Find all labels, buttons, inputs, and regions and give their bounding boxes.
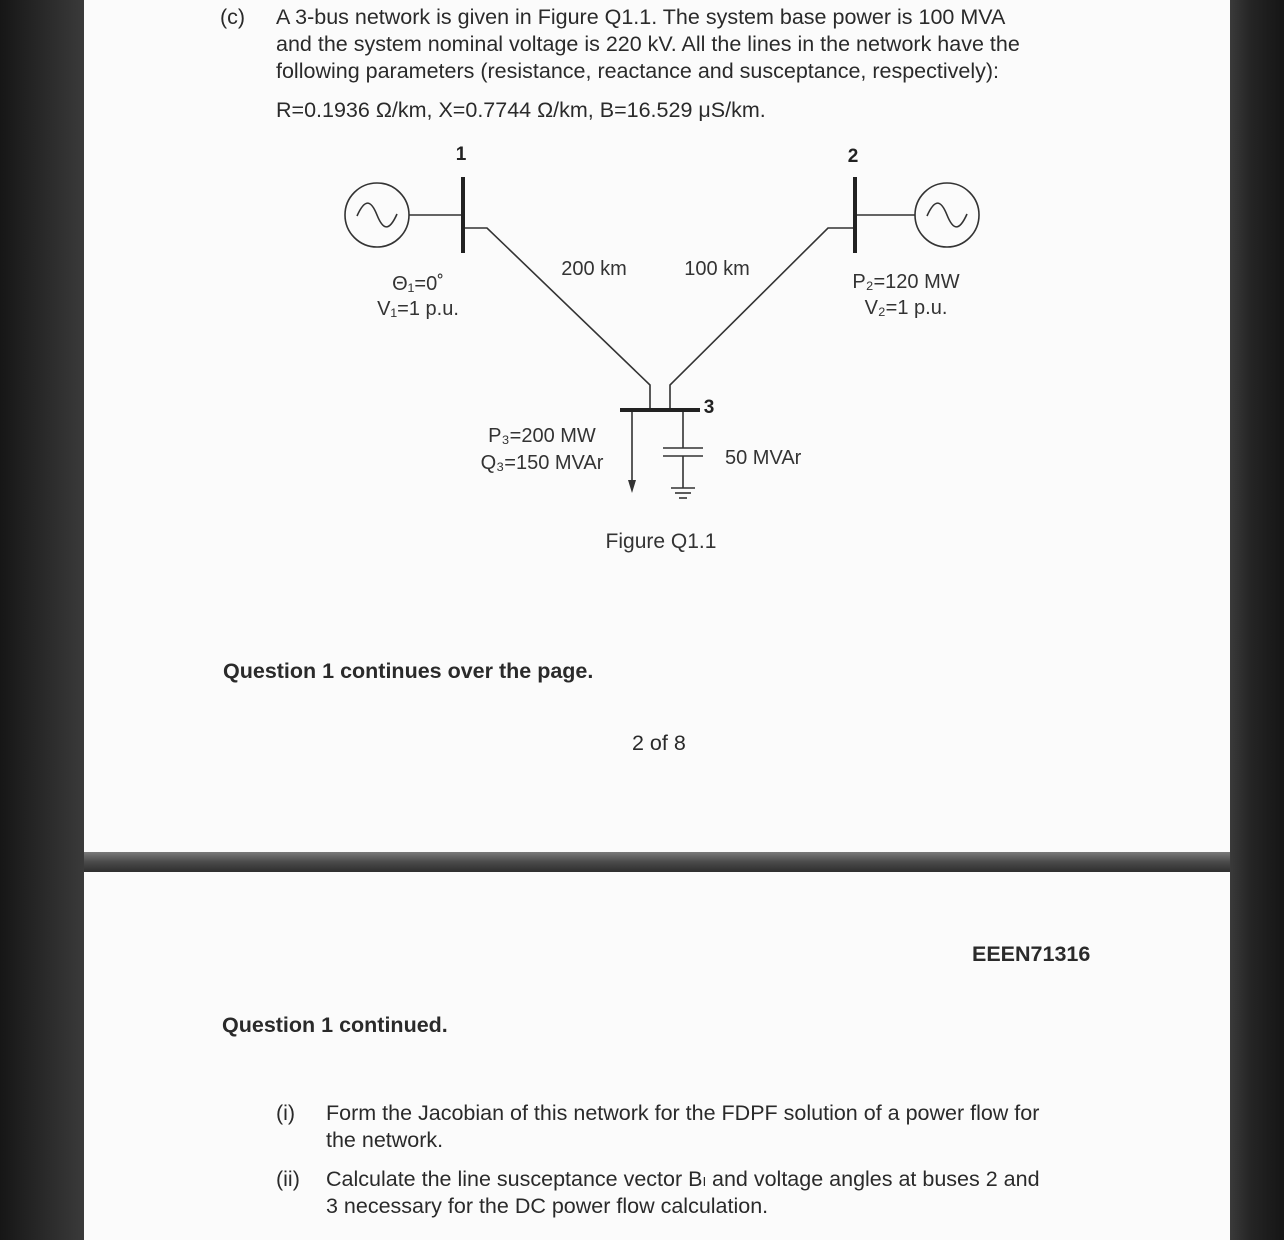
generator-2-icon — [915, 183, 979, 247]
subquestion-ii-label: (ii) — [276, 1167, 300, 1191]
bus-1-number: 1 — [455, 144, 467, 165]
generator-1-icon — [345, 183, 409, 247]
part-c-line-3: following parameters (resistance, reactance and susceptance, respectively): — [276, 59, 999, 83]
bus-3-number: 3 — [703, 397, 715, 418]
subquestion-i-line-2: the network. — [326, 1128, 444, 1152]
capacitor-rating: 50 MVAr — [725, 447, 802, 469]
subquestion-ii-line-1: Calculate the line susceptance vector Bₗ and voltage angles at buses 2 and — [326, 1167, 1040, 1191]
bus-2-voltage: V₂=1 p.u. — [864, 297, 948, 319]
course-code: EEEN71316 — [972, 942, 1091, 966]
figure-caption: Figure Q1.1 — [605, 530, 717, 553]
bus-1-voltage: V₁=1 p.u. — [377, 298, 459, 320]
line-1-3-length: 200 km — [561, 258, 627, 280]
part-c-line-1: A 3-bus network is given in Figure Q1.1. The system base power is 100 MVA — [276, 5, 1006, 29]
continues-note: Question 1 continues over the page. — [223, 659, 594, 683]
bus-2-number: 2 — [847, 146, 859, 167]
part-c-line-2: and the system nominal voltage is 220 kV. All the lines in the network have the — [276, 32, 1020, 56]
capacitor-icon — [663, 410, 703, 498]
load-arrow-icon — [628, 480, 636, 493]
line-2-3-length: 100 km — [684, 258, 750, 280]
bus-1-angle: Θ₁=0˚ — [392, 273, 444, 295]
bus-2-power: P₂=120 MW — [852, 271, 960, 293]
line-1-3 — [463, 228, 650, 410]
subquestion-ii-line-2: 3 necessary for the DC power flow calculation. — [326, 1194, 769, 1218]
load-p: P₃=200 MW — [488, 425, 596, 447]
load-q: Q₃=150 MVAr — [480, 452, 604, 474]
line-2-3 — [670, 228, 855, 410]
subquestion-i-label: (i) — [276, 1101, 296, 1125]
line-parameters: R=0.1936 Ω/km, X=0.7744 Ω/km, B=16.529 μS/km. — [276, 98, 766, 122]
page-number: 2 of 8 — [632, 731, 686, 755]
continued-heading: Question 1 continued. — [222, 1013, 448, 1037]
subquestion-i-line-1: Form the Jacobian of this network for the FDPF solution of a power flow for — [326, 1101, 1040, 1125]
part-c-label: (c) — [220, 5, 246, 29]
